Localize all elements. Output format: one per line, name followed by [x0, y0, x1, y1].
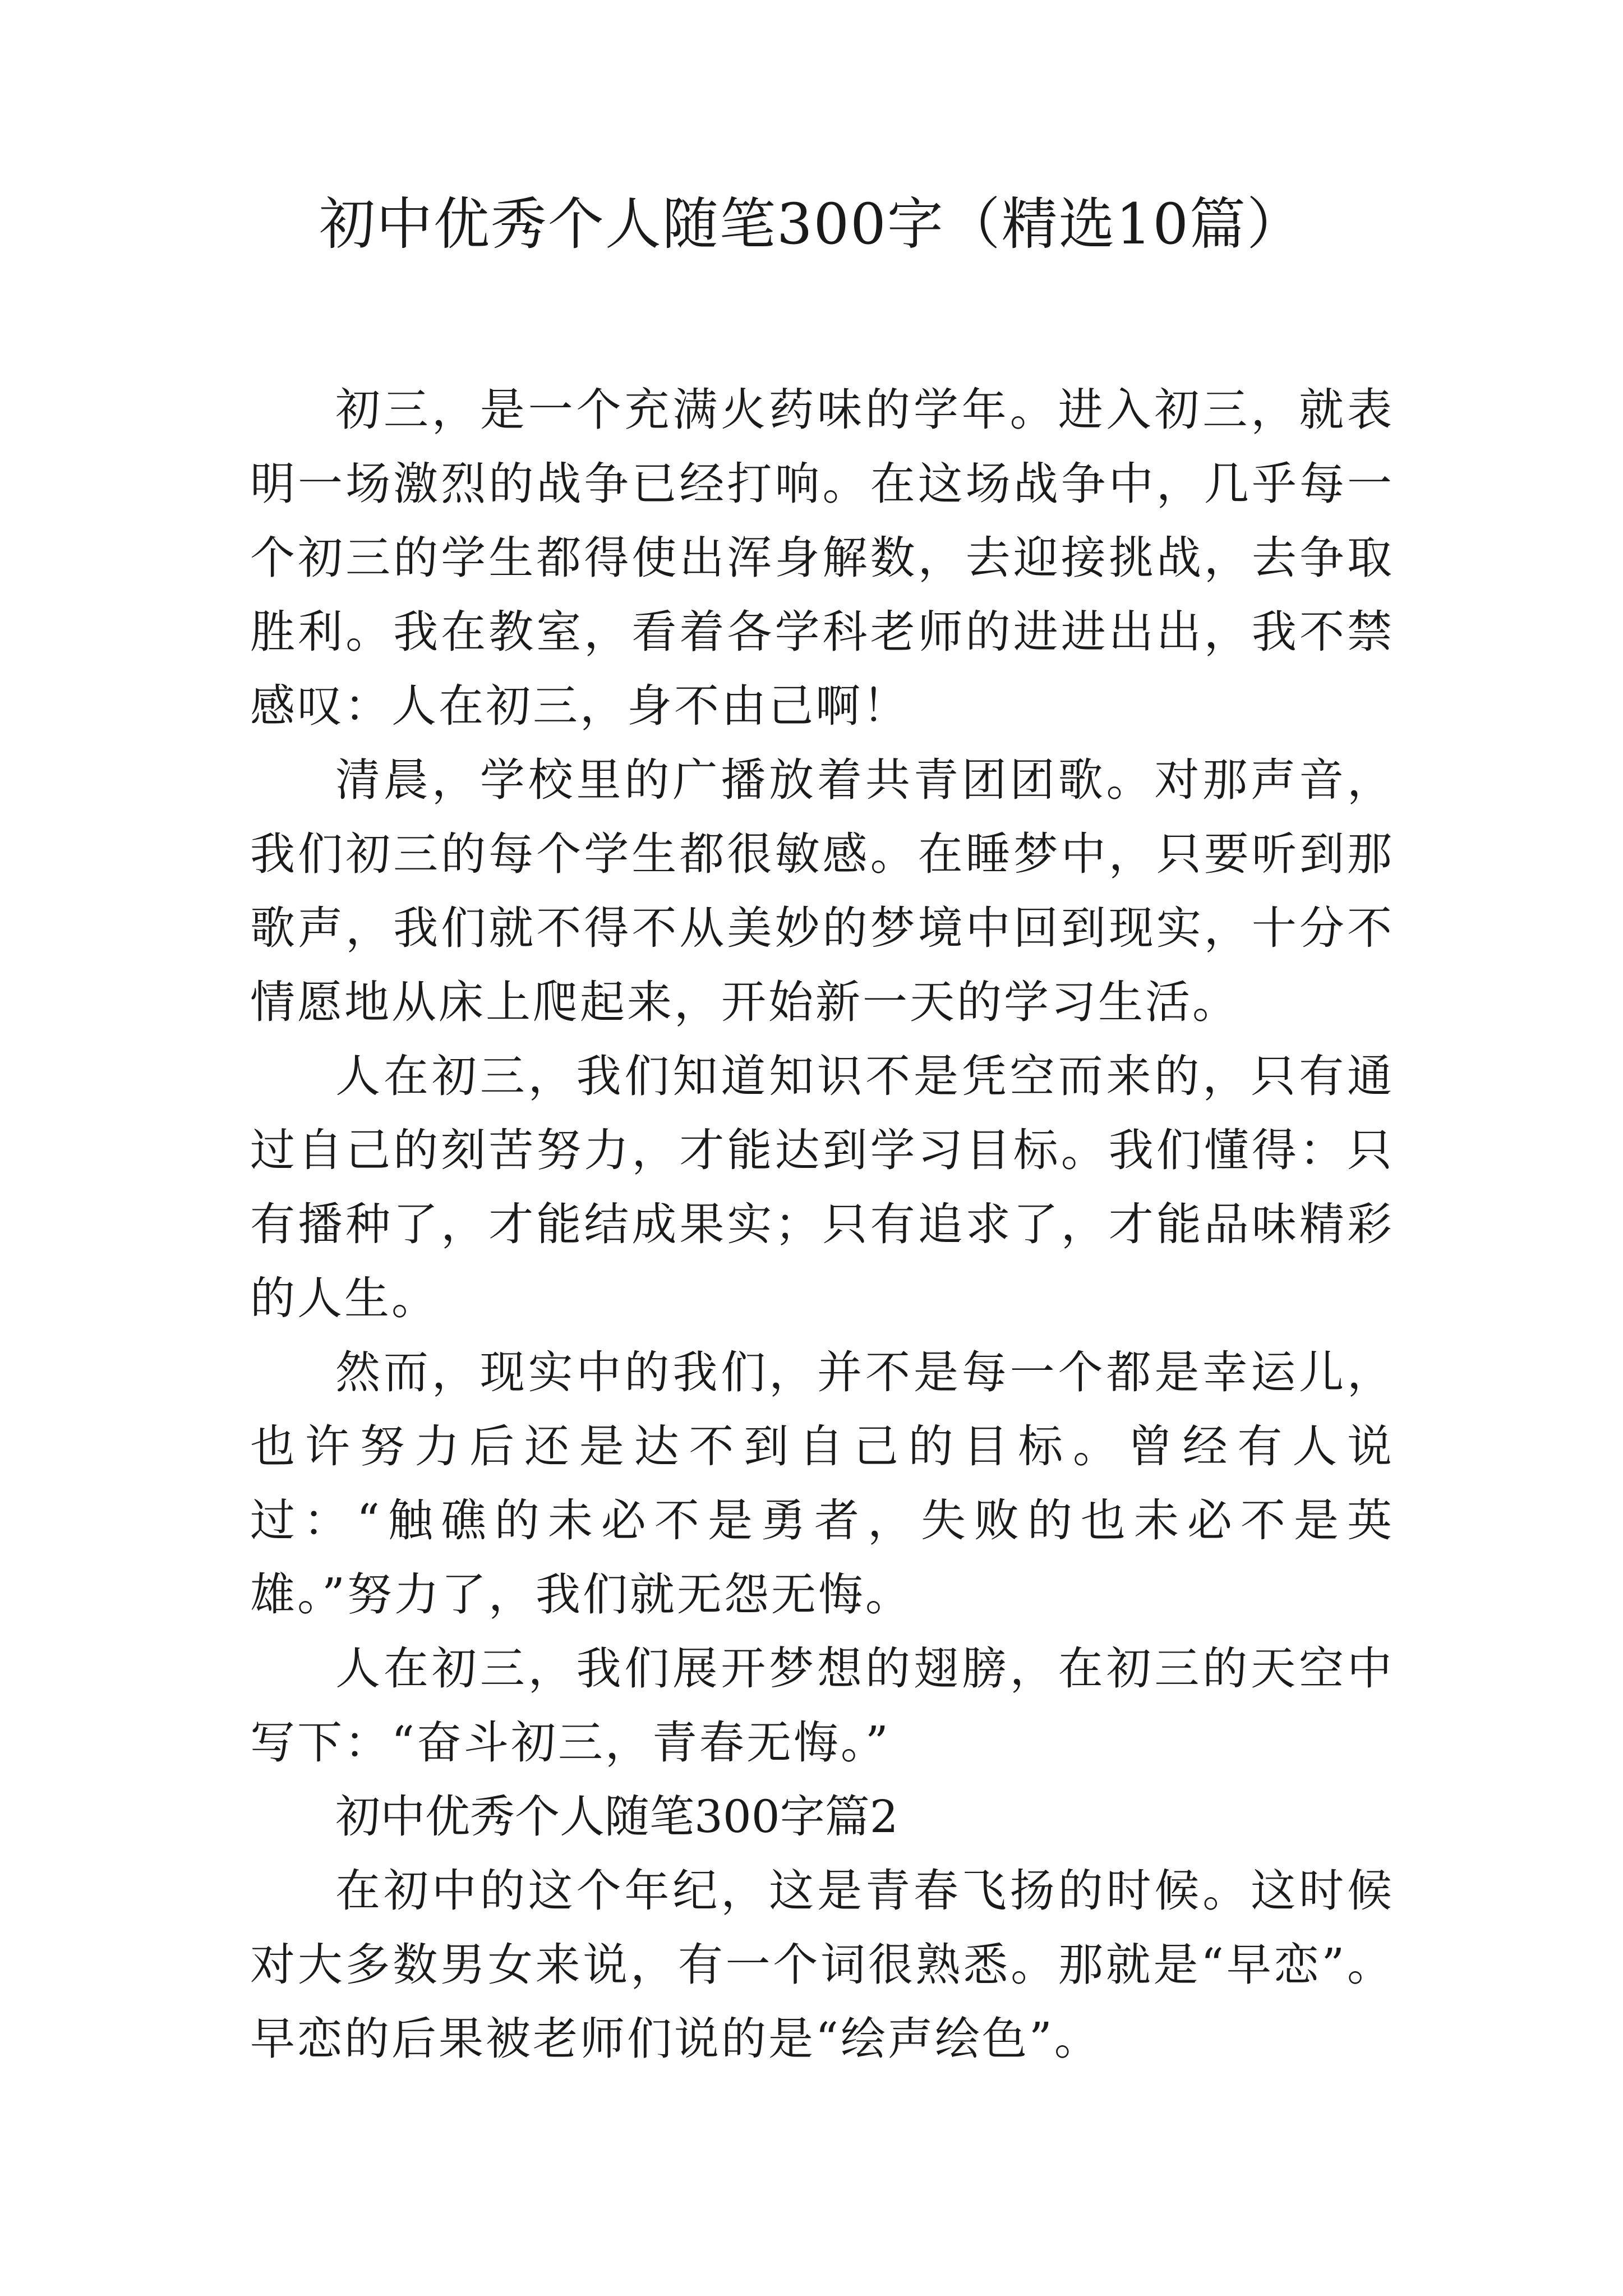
section-heading: 初中优秀个人随笔300字篇2 [335, 1791, 898, 1843]
paragraph: 人在初三，我们知道知识不是凭空而来的，只有通过自己的刻苦努力，才能达到学习目标。我们懂得：只有播种了，才能结成果实；只有追求了，才能品味精彩的人生。 [250, 1050, 1394, 1324]
paragraph: 清晨，学校里的广播放着共青团团歌。对那声音，我们初三的每个学生都很敏感。在睡梦中，只要听到那歌声，我们就不得不从美妙的梦境中回到现实，十分不情愿地从床上爬起来，开始新一天的学习生活。 [250, 754, 1394, 1028]
document-title: 初中优秀个人随笔300字（精选10篇） [319, 191, 1304, 257]
paragraph: 人在初三，我们展开梦想的翅膀，在初三的天空中写下：“奋斗初三，青春无悔。” [250, 1642, 1394, 1769]
paragraph: 初三，是一个充满火药味的学年。进入初三，就表明一场激烈的战争已经打响。在这场战争中，几乎每一个初三的学生都得使出浑身解数，去迎接挑战，去争取胜利。我在教室，看着各学科老师的进进出出，我不禁感叹：人在初三，身不由己啊！ [250, 384, 1394, 732]
paragraph: 然而，现实中的我们，并不是每一个都是幸运儿，也许努力后还是达不到自己的目标。曾经有人说过：“触礁的未必不是勇者，失败的也未必不是英雄。”努力了，我们就无怨无悔。 [250, 1346, 1394, 1621]
document-body [250, 373, 1394, 2076]
paragraph: 在初中的这个年纪，这是青春飞扬的时候。这时候对大多数男女来说，有一个词很熟悉。那就是“早恋”。早恋的后果被老师们说的是“绘声绘色”。 [250, 1865, 1394, 2065]
